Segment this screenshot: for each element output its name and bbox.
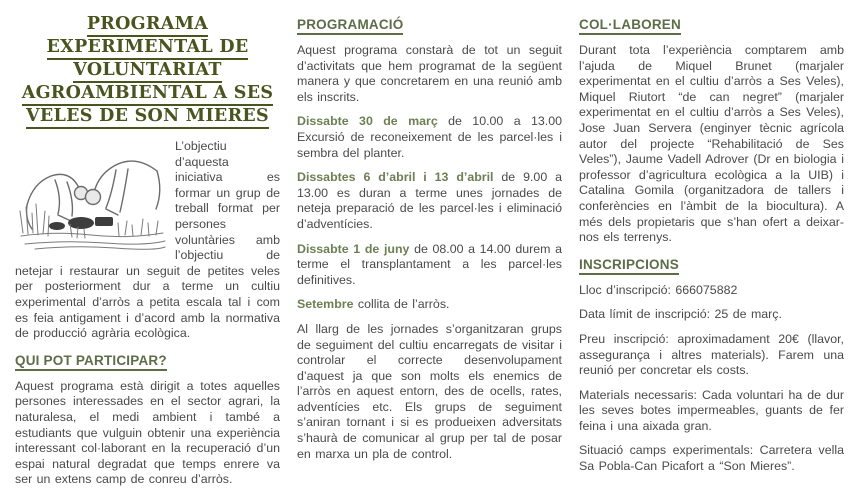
title-line-text: VELES DE SON MIERES — [26, 106, 269, 129]
schedule-text: collita de l’arròs. — [353, 297, 450, 312]
title-line — [15, 14, 280, 37]
schedule-item — [297, 242, 562, 289]
title-line-text: AGROAMBIENTAL A SES — [22, 83, 274, 106]
title-line-text: PROGRAMA — [87, 14, 208, 37]
inscription-item: Situació camps experimentals: Carretera vella Sa Pobla-Can Picafort a “Son Mieres”. — [579, 443, 844, 474]
inscripcions-heading-text: INSCRIPCIONS — [579, 257, 679, 275]
schedule-item — [297, 114, 562, 161]
schedule-date: Dissabtes 6 d’abril i 13 d’abril — [297, 170, 494, 185]
schedule-text: de 08.00 a 14.00 durem a terme el transplantament a les parcel·les definitives. — [297, 241, 562, 287]
participate-heading-text: QUI POT PARTICIPAR? — [15, 353, 167, 371]
programacio-heading-text: PROGRAMACIÓ — [297, 17, 403, 35]
participate-paragraph: Aquest programa està dirigit a totes aquelles persones interessades en el sector agrari, la naturalesa, el medi ambient i també a estudiants que vulguin obtenir una experiència interessant col·laborant en la recuperació d’un espai natural degradat que temps enrere va ser un extens camp de conreu d’arròs. — [15, 378, 280, 487]
schedule-date: Dissabte 30 de març — [297, 114, 438, 129]
left-column — [15, 14, 280, 490]
title-line-text: EXPERIMENTAL DE — [47, 37, 249, 60]
intro-paragraph — [15, 139, 280, 342]
participate-heading — [15, 352, 280, 371]
schedule-item — [297, 170, 562, 232]
inscription-item: Data límit de inscripció: 25 de març. — [579, 307, 782, 322]
inscripcions-heading — [579, 256, 844, 275]
schedule-date: Setembre — [297, 297, 354, 312]
right-column — [579, 14, 844, 490]
inscription-item: Materials necessaris: Cada voluntari ha de dur les seves botes impermeables, guants de fer feina i una aixada gran. — [579, 387, 844, 433]
title-line — [15, 37, 280, 60]
title-line — [15, 83, 280, 106]
programacio-intro: Aquest programa constarà de tot un seguit d’activitats que hem programat de la següent manera y que concretarem en una reunió amb els inscrits. — [297, 43, 562, 104]
collaboren-heading — [579, 16, 844, 35]
intro-text: L’objectiu d’aquesta iniciativa es formar un grup de treball format per persones voluntàries amb l’objectiu de netejar i restaurar un seguit de petites veles per posteriorment dur a terme un cultiu experimental d’arròs a petita escala tal i com es feia antigament i d’acord amb la normativa de producció agrària ecològica. — [15, 139, 280, 341]
title-line — [15, 106, 280, 129]
schedule-item — [297, 297, 562, 313]
title-line-text: VOLUNTARIAT — [73, 60, 221, 83]
collaboren-heading-text: COL·LABOREN — [579, 17, 681, 35]
farmers-planting-illustration-icon — [15, 141, 167, 253]
title-line — [15, 60, 280, 83]
collaboren-paragraph: Durant tota l’experiència comptarem amb l’ajuda de Miquel Brunet (marjaler experimentat en el cultiu d’arròs a Ses Veles), Miquel Riutort “de can negret” (marjaler experimentat en el cultiu d’arròs a Ses Veles), Jose Juan Servera (enginyer tècnic agrícola autor del projecte “Rehabilitació de Ses Veles”), Jaume Vadell Adrover (Dr en biologia i professor d’agricultura ecològica a la UIB) i Catalina Gomila (organitzadora de tallers i conferències en l’àmbit de la biocultura). A més dels propietaris que s’han ofert a deixar-nos els terrenys. — [579, 43, 844, 245]
schedule-text: de 9.00 a 13.00 es duran a terme unes jornades de neteja preparació de les parcel·les i eliminació d’adventícies. — [297, 170, 562, 231]
page-title — [15, 14, 280, 129]
monitoring-paragraph: Al llarg de les jornades s’organitzaran grups de seguiment del cultiu encarregats de visitar i controlar el correcte desenvolupament d’aquest ja que son molts els enemics de l’arròs en aquest entorn, des de ocells, rates, adventícies etc. Els grups de seguiment s’aniran tornant i si es produeixen adversitats s’haurà de comunicar al grup per tal de posar en marxa un pla de control. — [297, 321, 562, 461]
programacio-heading — [297, 16, 562, 35]
schedule-text: de 10.00 a 13.00 Excursió de reconeixement de les parcel·les i sembra del planter. — [297, 114, 562, 160]
middle-column — [297, 14, 562, 490]
inscription-item: Preu inscripció: aproximadament 20€ (llavor, assegurança i altres materials). Farem una reunió per concretar els costs. — [579, 331, 844, 378]
inscription-item: Lloc d’inscripció: 666075882 — [579, 282, 738, 297]
schedule-date: Dissabte 1 de juny — [297, 241, 410, 256]
